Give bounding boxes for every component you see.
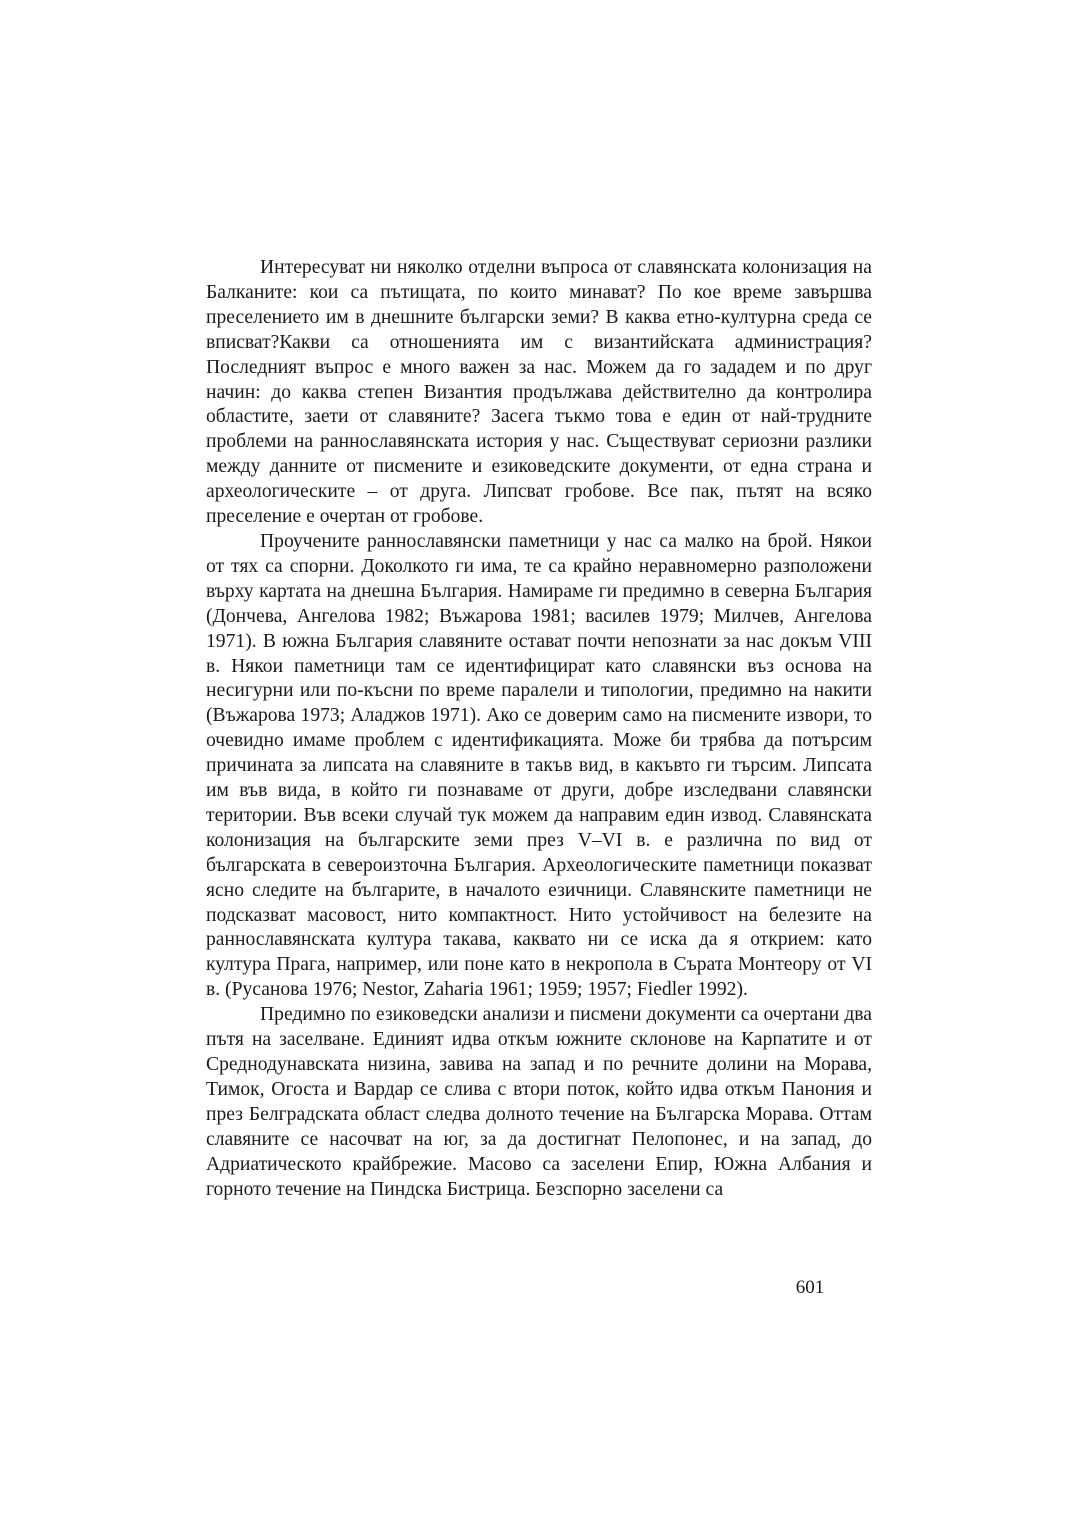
paragraph-3: Предимно по езиковедски анализи и писмени документи са очертани два пътя на заселване. Единият идва откъм южните склонове на Карпатите и от Среднодунавската низина, завива на запад и по речните долини на Морава, Тимок, Огоста и Вардар се слива с втори поток, който идва откъм Панония и през Белградската област следва долното течение на Българска Морава. Оттам славяните се насочват на юг, за да достигнат Пелопонес, и на запад, до Адриатическото крайбрежие. Масово са заселени Епир, Южна Албания и горното течение на Пиндска Бистрица. Безспорно заселени са [206,1004,872,1200]
body-text [206,256,872,1202]
paragraph-1: Интересуват ни няколко отделни въпроса от славянската колонизация на Балканите: кои са пътищата, по които минават? По кое време завършва преселението им в днешните български земи? В каква етно-културна среда се вписват?Какви са отношенията им с византийската администрация? Последният въпрос е много важен за нас. Можем да го зададем и по друг начин: до каква степен Византия продължава действително да контролира областите, заети от славяните? Засега тъкмо това е един от най-трудните проблеми на раннославянската история у нас. Съществуват сериозни разлики между данните от писмените и езиковедските документи, от една страна и археологическите – от друга. Липсват гробове. Все пак, пътят на всяко преселение е очертан от гробове. [206,257,872,528]
paragraph-2: Проучените раннославянски паметници у нас са малко на брой. Някои от тях са спорни. Доколкото ги има, те са крайно неравномерно разположени върху картата на днешна България. Намираме ги предимно в северна България (Дончева, Ангелова 1982; Въжарова 1981; василев 1979; Милчев, Ангелова 1971). В южна България славяните остават почти непознати за нас докъм VIII в. Някои паметници там се идентифицират като славянски въз основа на несигурни или по-късни по време паралели и типологии, предимно на накити (Въжарова 1973; Аладжов 1971). Ако се доверим само на писмените извори, то очевидно имаме проблем с идентификацията. Може би трябва да потърсим причината за липсата на славяните в такъв вид, в какъвто ги търсим. Липсата им във вида, в който ги познаваме от други, добре изследвани славянски територии. Във всеки случай тук можем да направим един извод. Славянската колонизация на българските земи през V–VI в. е различна по вид от българската в североизточна България. Археологическите паметници показват ясно следите на българите, в началото езичници. Славянските паметници не подсказват масовост, нито компактност. Нито устойчивост на белезите на раннославянската култура такава, каквато ни се иска да я открием: като култура Прага, например, или поне като в некропола в Сърата Монтеору от VI в. (Русанова 1976; Nestor, Zaharia 1961; 1959; 1957; Fiedler 1992). [206,530,872,1001]
page-number: 601 [795,1277,825,1298]
